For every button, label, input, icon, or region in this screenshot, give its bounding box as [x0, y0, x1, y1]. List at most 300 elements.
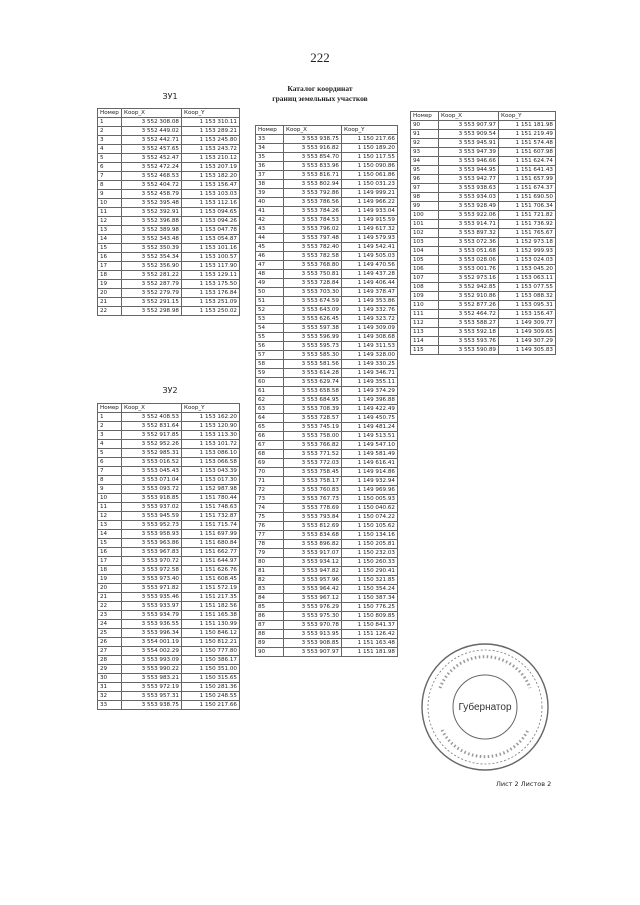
table-row [256, 180, 398, 189]
coord-y: 1 149 616.41 [342, 459, 398, 468]
coord-x: 3 553 703.30 [284, 288, 342, 297]
point-number: 29 [98, 665, 122, 674]
point-number: 36 [256, 162, 284, 171]
point-number: 112 [411, 319, 439, 328]
coord-x: 3 553 907.97 [284, 648, 342, 657]
table-row [256, 594, 398, 603]
table-row [256, 279, 398, 288]
table-row [256, 225, 398, 234]
table-row [256, 306, 398, 315]
table-row [256, 612, 398, 621]
coord-x: 3 552 354.34 [122, 253, 182, 262]
coord-x: 3 553 973.40 [122, 575, 182, 584]
point-number: 85 [256, 603, 284, 612]
table-row [98, 235, 240, 244]
coord-x: 3 553 760.83 [284, 486, 342, 495]
table-row [256, 360, 398, 369]
sheet-label: Лист 2 Листов 2 [496, 780, 552, 788]
right-table [410, 111, 556, 355]
point-number: 44 [256, 234, 284, 243]
coord-y: 1 150 315.65 [182, 674, 240, 683]
table-row [411, 184, 556, 193]
coord-y: 1 153 243.72 [182, 145, 240, 154]
table-row [256, 405, 398, 414]
coord-x: 3 553 918.85 [122, 494, 182, 503]
coord-x: 3 553 786.56 [284, 198, 342, 207]
coord-x: 3 553 952.73 [122, 521, 182, 530]
table-row [98, 440, 240, 449]
coord-y: 1 153 129.11 [182, 271, 240, 280]
table-row [256, 270, 398, 279]
table-row [256, 324, 398, 333]
coord-y: 1 149 346.71 [342, 369, 398, 378]
coord-x: 3 553 772.03 [284, 459, 342, 468]
coord-y: 1 149 547.10 [342, 441, 398, 450]
coord-y: 1 151 780.44 [182, 494, 240, 503]
point-number: 109 [411, 292, 439, 301]
coord-x: 3 553 708.39 [284, 405, 342, 414]
coord-y: 1 153 043.39 [182, 467, 240, 476]
table-row [256, 396, 398, 405]
coord-y: 1 153 245.80 [182, 136, 240, 145]
point-number: 17 [98, 262, 122, 271]
coord-x: 3 552 877.26 [439, 301, 499, 310]
table-row [98, 163, 240, 172]
table-row [411, 247, 556, 256]
table-header-row [98, 404, 240, 413]
coord-y: 1 149 542.41 [342, 243, 398, 252]
table-row [98, 431, 240, 440]
table-row [256, 189, 398, 198]
point-number: 68 [256, 450, 284, 459]
coord-y: 1 149 437.28 [342, 270, 398, 279]
coord-x: 3 553 854.70 [284, 153, 342, 162]
table-row [98, 494, 240, 503]
coord-x: 3 552 472.24 [122, 163, 182, 172]
table-row [98, 485, 240, 494]
point-number: 42 [256, 216, 284, 225]
coord-y: 1 150 260.33 [342, 558, 398, 567]
coord-x: 3 553 990.22 [122, 665, 182, 674]
coord-x: 3 552 356.90 [122, 262, 182, 271]
table-row [256, 567, 398, 576]
table-row [256, 450, 398, 459]
table-row [256, 378, 398, 387]
table-row [256, 549, 398, 558]
coord-x: 3 552 291.15 [122, 298, 182, 307]
coord-y: 1 151 126.42 [342, 630, 398, 639]
point-number: 84 [256, 594, 284, 603]
coord-x: 3 553 937.02 [122, 503, 182, 512]
coord-y: 1 151 626.76 [182, 566, 240, 575]
point-number: 47 [256, 261, 284, 270]
header-x: Коор_X [122, 404, 182, 413]
coord-x: 3 553 993.09 [122, 656, 182, 665]
point-number: 6 [98, 458, 122, 467]
coord-x: 3 553 629.74 [284, 378, 342, 387]
coord-x: 3 553 967.12 [284, 594, 342, 603]
coord-y: 1 149 966.22 [342, 198, 398, 207]
page-number: 222 [310, 50, 330, 65]
table-row [411, 220, 556, 229]
coord-y: 1 153 024.03 [499, 256, 556, 265]
point-number: 57 [256, 351, 284, 360]
table-row [98, 611, 240, 620]
point-number: 97 [411, 184, 439, 193]
coord-x: 3 552 464.72 [439, 310, 499, 319]
coord-y: 1 150 777.80 [182, 647, 240, 656]
coord-y: 1 153 054.87 [182, 235, 240, 244]
header-y: Коор_Y [182, 109, 240, 118]
table-row [256, 603, 398, 612]
coord-x: 3 552 298.98 [122, 307, 182, 316]
point-number: 16 [98, 548, 122, 557]
header-number: Номер [256, 126, 284, 135]
table-row [411, 202, 556, 211]
coord-x: 3 553 597.38 [284, 324, 342, 333]
coord-x: 3 553 684.95 [284, 396, 342, 405]
coord-x: 3 553 614.28 [284, 369, 342, 378]
point-number: 63 [256, 405, 284, 414]
point-number: 52 [256, 306, 284, 315]
coord-x: 3 552 910.86 [439, 292, 499, 301]
coord-x: 3 553 028.06 [439, 256, 499, 265]
coord-y: 1 150 090.86 [342, 162, 398, 171]
coord-x: 3 553 963.86 [122, 539, 182, 548]
coord-x: 3 553 782.40 [284, 243, 342, 252]
coord-x: 3 552 308.08 [122, 118, 182, 127]
coord-y: 1 153 112.16 [182, 199, 240, 208]
point-number: 80 [256, 558, 284, 567]
coord-x: 3 552 281.22 [122, 271, 182, 280]
table-row [256, 153, 398, 162]
coord-y: 1 151 657.99 [499, 175, 556, 184]
coord-y: 1 153 120.90 [182, 422, 240, 431]
table-row [256, 234, 398, 243]
point-number: 28 [98, 656, 122, 665]
point-number: 73 [256, 495, 284, 504]
point-number: 105 [411, 256, 439, 265]
coord-y: 1 149 396.88 [342, 396, 398, 405]
point-number: 21 [98, 593, 122, 602]
coord-x: 3 552 395.48 [122, 199, 182, 208]
point-number: 9 [98, 485, 122, 494]
point-number: 61 [256, 387, 284, 396]
table-row [98, 422, 240, 431]
table-row [98, 503, 240, 512]
point-number: 100 [411, 211, 439, 220]
coord-x: 3 553 972.19 [122, 683, 182, 692]
point-number: 33 [98, 701, 122, 710]
coord-y: 1 151 674.37 [499, 184, 556, 193]
coord-y: 1 150 809.85 [342, 612, 398, 621]
point-number: 77 [256, 531, 284, 540]
coord-y: 1 150 232.03 [342, 549, 398, 558]
coord-y: 1 149 914.86 [342, 468, 398, 477]
table-row [98, 629, 240, 638]
header-x: Коор_X [122, 109, 182, 118]
coord-y: 1 149 969.96 [342, 486, 398, 495]
table-row [98, 476, 240, 485]
point-number: 62 [256, 396, 284, 405]
coord-y: 1 150 351.00 [182, 665, 240, 674]
point-number: 79 [256, 549, 284, 558]
coord-y: 1 149 933.04 [342, 207, 398, 216]
header-y: Коор_Y [499, 112, 556, 121]
table-row [256, 207, 398, 216]
coord-x: 3 552 350.39 [122, 244, 182, 253]
coord-y: 1 151 721.82 [499, 211, 556, 220]
point-number: 48 [256, 270, 284, 279]
point-number: 17 [98, 557, 122, 566]
table-row [98, 674, 240, 683]
coord-y: 1 153 103.03 [182, 190, 240, 199]
point-number: 6 [98, 163, 122, 172]
coord-y: 1 150 281.36 [182, 683, 240, 692]
coord-x: 3 553 834.68 [284, 531, 342, 540]
table-row [411, 301, 556, 310]
table-row [98, 181, 240, 190]
coord-y: 1 153 162.20 [182, 413, 240, 422]
coord-y: 1 153 094.65 [182, 208, 240, 217]
table-row [411, 274, 556, 283]
table-row [256, 297, 398, 306]
coord-x: 3 553 766.82 [284, 441, 342, 450]
table-row [98, 262, 240, 271]
table-row [411, 328, 556, 337]
coord-x: 3 552 404.72 [122, 181, 182, 190]
coord-x: 3 553 045.43 [122, 467, 182, 476]
table-row [411, 229, 556, 238]
point-number: 33 [256, 135, 284, 144]
coord-y: 1 152 973.18 [499, 238, 556, 247]
coord-y: 1 150 031.23 [342, 180, 398, 189]
coord-y: 1 149 309.65 [499, 328, 556, 337]
coord-x: 3 553 945.59 [122, 512, 182, 521]
coord-y: 1 153 156.47 [182, 181, 240, 190]
table-row [411, 256, 556, 265]
coord-y: 1 151 608.45 [182, 575, 240, 584]
coord-y: 1 151 697.99 [182, 530, 240, 539]
header-number: Номер [411, 112, 439, 121]
point-number: 76 [256, 522, 284, 531]
point-number: 8 [98, 181, 122, 190]
point-number: 115 [411, 346, 439, 355]
coord-y: 1 153 251.09 [182, 298, 240, 307]
point-number: 90 [411, 121, 439, 130]
point-number: 51 [256, 297, 284, 306]
point-number: 54 [256, 324, 284, 333]
coord-y: 1 151 644.97 [182, 557, 240, 566]
point-number: 99 [411, 202, 439, 211]
table-header-row [98, 109, 240, 118]
coord-x: 3 553 767.73 [284, 495, 342, 504]
table-row [256, 423, 398, 432]
coord-x: 3 553 784.53 [284, 216, 342, 225]
coord-y: 1 153 094.26 [182, 217, 240, 226]
coord-y: 1 151 765.67 [499, 229, 556, 238]
coord-y: 1 150 290.41 [342, 567, 398, 576]
table-row [98, 226, 240, 235]
point-number: 10 [98, 199, 122, 208]
coord-x: 3 553 590.89 [439, 346, 499, 355]
table-row [98, 539, 240, 548]
coord-x: 3 553 778.69 [284, 504, 342, 513]
point-number: 15 [98, 539, 122, 548]
point-number: 81 [256, 567, 284, 576]
coord-x: 3 553 585.30 [284, 351, 342, 360]
coord-y: 1 149 932.94 [342, 477, 398, 486]
coord-y: 1 153 017.30 [182, 476, 240, 485]
coord-y: 1 149 332.76 [342, 306, 398, 315]
coord-x: 3 552 917.85 [122, 431, 182, 440]
table-row [256, 468, 398, 477]
table-row [411, 283, 556, 292]
coord-x: 3 553 071.04 [122, 476, 182, 485]
coord-x: 3 552 831.64 [122, 422, 182, 431]
table-row [256, 144, 398, 153]
coord-x: 3 552 343.48 [122, 235, 182, 244]
table-row [98, 244, 240, 253]
coord-y: 1 151 690.50 [499, 193, 556, 202]
coord-x: 3 553 595.73 [284, 342, 342, 351]
coord-x: 3 553 588.27 [439, 319, 499, 328]
point-number: 70 [256, 468, 284, 477]
coord-x: 3 553 897.32 [439, 229, 499, 238]
coord-y: 1 151 607.98 [499, 148, 556, 157]
coord-x: 3 553 913.95 [284, 630, 342, 639]
point-number: 14 [98, 530, 122, 539]
table-row [98, 575, 240, 584]
table-row [256, 621, 398, 630]
point-number: 1 [98, 413, 122, 422]
coord-y: 1 149 406.44 [342, 279, 398, 288]
coord-y: 1 153 310.11 [182, 118, 240, 127]
table-row [98, 307, 240, 316]
table-row [98, 467, 240, 476]
coord-y: 1 150 074.22 [342, 513, 398, 522]
table-row [411, 139, 556, 148]
table-row [411, 265, 556, 274]
table-row [411, 346, 556, 355]
point-number: 111 [411, 310, 439, 319]
coord-x: 3 553 896.82 [284, 540, 342, 549]
coord-y: 1 149 617.32 [342, 225, 398, 234]
coord-y: 1 153 045.20 [499, 265, 556, 274]
table-row [98, 566, 240, 575]
point-number: 24 [98, 620, 122, 629]
point-number: 113 [411, 328, 439, 337]
coord-x: 3 552 942.85 [439, 283, 499, 292]
point-number: 38 [256, 180, 284, 189]
point-number: 75 [256, 513, 284, 522]
coord-y: 1 150 205.81 [342, 540, 398, 549]
coord-x: 3 553 944.95 [439, 166, 499, 175]
point-number: 93 [411, 148, 439, 157]
table-row [411, 157, 556, 166]
point-number: 67 [256, 441, 284, 450]
coord-x: 3 553 768.80 [284, 261, 342, 270]
point-number: 71 [256, 477, 284, 486]
coord-y: 1 149 311.53 [342, 342, 398, 351]
table-row [256, 369, 398, 378]
coord-y: 1 150 117.55 [342, 153, 398, 162]
coord-x: 3 553 975.30 [284, 612, 342, 621]
point-number: 5 [98, 154, 122, 163]
point-number: 14 [98, 235, 122, 244]
table-row [98, 298, 240, 307]
point-number: 87 [256, 621, 284, 630]
table-row [98, 271, 240, 280]
point-number: 50 [256, 288, 284, 297]
point-number: 59 [256, 369, 284, 378]
zu2-table [97, 403, 240, 710]
table-row [256, 315, 398, 324]
coord-y: 1 149 505.03 [342, 252, 398, 261]
coord-y: 1 151 182.56 [182, 602, 240, 611]
point-number: 1 [98, 118, 122, 127]
point-number: 2 [98, 127, 122, 136]
coord-y: 1 153 101.16 [182, 244, 240, 253]
coord-x: 3 553 812.69 [284, 522, 342, 531]
point-number: 83 [256, 585, 284, 594]
coord-x: 3 552 952.26 [122, 440, 182, 449]
point-number: 20 [98, 289, 122, 298]
coord-x: 3 552 442.71 [122, 136, 182, 145]
coord-y: 1 152 999.93 [499, 247, 556, 256]
coord-y: 1 150 134.16 [342, 531, 398, 540]
coord-y: 1 153 210.12 [182, 154, 240, 163]
middle-table [255, 125, 398, 657]
point-number: 32 [98, 692, 122, 701]
coord-y: 1 150 189.20 [342, 144, 398, 153]
point-number: 86 [256, 612, 284, 621]
coord-y: 1 151 641.43 [499, 166, 556, 175]
table-row [98, 145, 240, 154]
point-number: 18 [98, 566, 122, 575]
coord-x: 3 553 957.31 [122, 692, 182, 701]
table-row [411, 166, 556, 175]
header-number: Номер [98, 404, 122, 413]
point-number: 89 [256, 639, 284, 648]
coord-x: 3 553 972.58 [122, 566, 182, 575]
point-number: 92 [411, 139, 439, 148]
point-number: 91 [411, 130, 439, 139]
point-number: 56 [256, 342, 284, 351]
table-row [98, 665, 240, 674]
coord-x: 3 553 758.17 [284, 477, 342, 486]
table-row [256, 630, 398, 639]
coord-x: 3 553 093.72 [122, 485, 182, 494]
coord-y: 1 150 321.85 [342, 576, 398, 585]
coord-y: 1 151 219.49 [499, 130, 556, 139]
zu1-title: ЗУ1 [162, 92, 178, 101]
coord-y: 1 151 706.34 [499, 202, 556, 211]
table-row [256, 243, 398, 252]
point-number: 45 [256, 243, 284, 252]
table-row [256, 342, 398, 351]
catalog-title-line-1: Каталог координат [287, 84, 353, 93]
point-number: 12 [98, 217, 122, 226]
point-number: 4 [98, 145, 122, 154]
coord-x: 3 553 051.68 [439, 247, 499, 256]
point-number: 19 [98, 280, 122, 289]
coord-x: 3 553 908.85 [284, 639, 342, 648]
point-number: 82 [256, 576, 284, 585]
point-number: 11 [98, 208, 122, 217]
point-number: 23 [98, 611, 122, 620]
point-number: 7 [98, 467, 122, 476]
